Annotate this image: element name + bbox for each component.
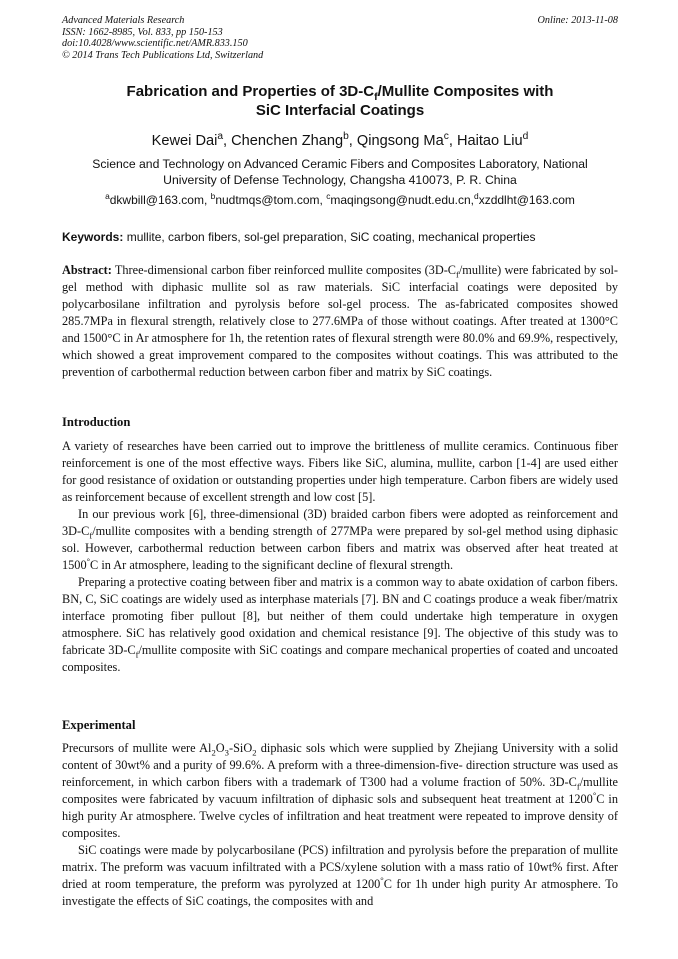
email-link[interactable]: maqingsong@nudt.edu.cn [330, 193, 471, 207]
text-run: C in high purity Ar atmosphere. Twelve cycles of infiltration and heat treatment were repeated to improve density of composites. [62, 792, 618, 840]
paper-title [62, 82, 618, 120]
text-run: Precursors of mullite were Al [62, 741, 212, 755]
subscript: f [89, 530, 93, 541]
keywords-label: Keywords: [62, 230, 124, 244]
email-list: $^a$dkwbill@163.com, $^b$nudtmqs@tom.com, $^c$maqingsong@nudt.edu.cn,$^d$xzddlht@163.com [105, 191, 575, 207]
author-mark: d [522, 131, 529, 143]
paragraph [62, 842, 618, 910]
affiliation-line: Science and Technology on Advanced Ceramic Fibers and Composites Laboratory, National [92, 157, 588, 171]
text-run: /mullite composite with SiC coatings and compare mechanical properties of coated and uncoated composites. [62, 643, 618, 674]
title-part: Fabrication and Properties of 3D-C [126, 83, 375, 100]
author-mark: c [443, 131, 449, 143]
doi-line: doi:10.4028/www.scientific.net/AMR.833.150 [62, 38, 248, 50]
author-mark: a [217, 131, 224, 143]
email-link[interactable]: xzddlht@163.com [478, 193, 575, 207]
introduction-body [62, 438, 618, 676]
author-separator: , [348, 133, 357, 149]
abstract-text: Three-dimensional carbon fiber reinforced mullite composites (3D-C [111, 263, 457, 277]
subscript: 2 [252, 747, 257, 758]
abstract-label: Abstract: [62, 263, 112, 277]
subscript: f [135, 649, 139, 660]
subscript: 2 [211, 747, 216, 758]
superscript: ° [86, 555, 91, 566]
author-name: Chenchen Zhang [231, 133, 344, 149]
text-run: Preparing a protective coating between fiber and matrix is a common way to abate oxidation of carbon fibers. BN, C, SiC coatings are widely used as interphase materials [7]. BN and C coatings produce a weak fiber/matrix interface promoting fiber pullout [8], but neither of them could undertake high temperature in oxygen atmosphere. SiC has relatively good oxidation and chemical resistance [9]. The objective of this study was to fabricate 3D-C [62, 575, 618, 657]
title-part: /Mullite Composites with [377, 83, 554, 100]
subscript: f [576, 781, 580, 792]
text-run: C for 1h under high purity Ar atmosphere. To investigate the effects of SiC coatings, the composites with and [62, 877, 618, 908]
paragraph [62, 740, 618, 842]
journal-name: Advanced Materials Research [62, 15, 185, 26]
title-line-2: SiC Interfacial Coatings [255, 102, 425, 119]
paragraph: A variety of researches have been carried out to improve the brittleness of mullite ceramics. Continuous fiber reinforcement is one of the most effective ways. Fibers like SiC, alumina, mullite, carbon [1-4] are used either for good resistance of oxidation or outstanding properties under high temperature. Carbon fibers are widely used as reinforcement because of excellent strength and low cost [5]. [62, 439, 618, 504]
affiliation [62, 156, 618, 188]
experimental-body [62, 740, 618, 910]
online-date: Online: 2013-11-08 [537, 15, 618, 26]
journal-header [62, 15, 618, 61]
text-run: SiC coatings were made by polycarbosilane (PCS) infiltration and pyrolysis before the preparation of mullite matrix. The preform was vacuum infiltrated with a PCS/xylene solution with a mass ratio of 10wt% first. After dried at room temperature, the preform was pyrolyzed at 1200 [62, 843, 618, 891]
email-link[interactable]: nudtmqs@tom.com [215, 193, 320, 207]
author-separator: , [448, 133, 457, 149]
keywords [62, 229, 618, 245]
author-name: Kewei Dai [151, 133, 218, 149]
copyright-line: © 2014 Trans Tech Publications Ltd, Switzerland [62, 49, 264, 61]
text-run: In our previous work [6], three-dimensional (3D) braided carbon fibers were adopted as reinforcement and 3D-C [62, 507, 618, 538]
paragraph [62, 506, 618, 574]
author-name: Qingsong Ma [356, 133, 444, 149]
superscript: ° [592, 789, 597, 800]
author-list [62, 132, 618, 150]
superscript: ° [380, 874, 384, 885]
text-run: diphasic sols which were supplied by Zhejiang University with a solid content of 30wt% and a purity of 99.6%. A preform with a three-dimension-five- direction structure was used as reinforcement, in which carbon fibers with a trademark of T300 had a volume fraction of 50%. 3D-C [62, 741, 618, 789]
section-heading-introduction: Introduction [62, 415, 131, 429]
abstract [62, 262, 618, 381]
text-run: O [215, 741, 225, 755]
text-run: -SiO [228, 741, 253, 755]
text-run: /mullite composites with a bending strength of 277MPa were prepared by sol-gel method using diphasic sol. However, carbothermal reduction between carbon fibers and matrix was observed after heat treated at 1500 [62, 524, 618, 572]
email-link[interactable]: dkwbill@163.com [109, 193, 204, 207]
subscript: f [456, 269, 459, 280]
text-run: C in Ar atmosphere, leading to the significant decline of flexural strength. [90, 558, 454, 572]
abstract-text: /mullite) were fabricated by sol-gel method with diphasic mullite sol as raw materials. SiC interfacial coatings were deposited by polycarbosilane infiltration and pyrolysis before sol-gel process. The as-fabricated composites showed 285.7MPa in flexural strength, relatively close to 277.6MPa of those without coatings. After treated at 1300°C and 1500°C in Ar atmosphere for 1h, the retention rates of flexural strength were 80.0% and 69.9%, respectively, which showed a great improvement compared to the composites without coatings. This was attributed to the prevention of carbothermal reduction between carbon fiber and matrix by SiC coatings. [62, 263, 619, 379]
author-name: Haitao Liu [456, 133, 523, 149]
affiliation-line: University of Defense Technology, Changsha 410073, P. R. China [163, 173, 517, 187]
issn-line: ISSN: 1662-8985, Vol. 833, pp 150-153 [62, 26, 223, 38]
text-run: /mullite composites were fabricated by vacuum infiltration of diphasic sols and subsequent heat treatment at 1200 [62, 775, 618, 806]
author-mark: b [343, 131, 349, 143]
author-separator: , [223, 133, 232, 149]
subscript: 3 [224, 747, 229, 758]
keywords-text: mullite, carbon fibers, sol-gel preparation, SiC coating, mechanical properties [123, 230, 536, 244]
title-subscript: f [374, 91, 378, 103]
paragraph [62, 574, 618, 676]
section-heading-experimental: Experimental [62, 718, 136, 732]
